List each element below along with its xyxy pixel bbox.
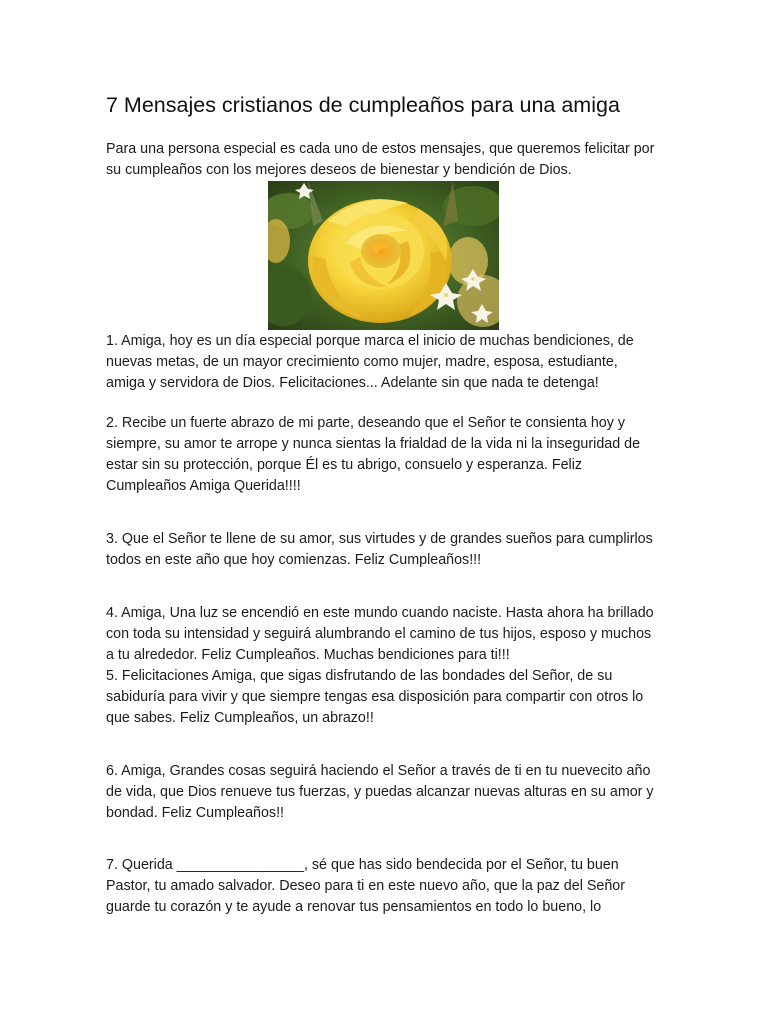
message-line: nuevas metas, de un mayor crecimiento como mujer, madre, esposa, estudiante, [106, 354, 618, 370]
message-line: 3. Que el Señor te llene de su amor, sus virtudes y de grandes sueños para cumplirlos [106, 531, 653, 547]
message-1 [106, 331, 666, 394]
message-line: que sabes. Feliz Cumpleaños, un abrazo!! [106, 710, 374, 726]
message-line: de vida, que Dios renueve tus fuerzas, y puedas alcanzar nuevas alturas en su amor y [106, 784, 654, 800]
message-line: bondad. Feliz Cumpleaños!! [106, 805, 285, 821]
message-line: con toda su intensidad y seguirá alumbrando el camino de tus hijos, esposo y muchos [106, 626, 652, 642]
message-line: a tu alrededor. Feliz Cumpleaños. Muchas bendiciones para ti!!! [106, 647, 510, 663]
message-line: Cumpleaños Amiga Querida!!!! [106, 478, 301, 494]
message-7 [106, 855, 666, 918]
message-line: 6. Amiga, Grandes cosas seguirá haciendo el Señor a través de ti en tu nuevecito año [106, 763, 651, 779]
intro-line: Para una persona especial es cada uno de estos mensajes, que queremos felicitar por [106, 141, 655, 157]
message-4-5 [106, 603, 666, 729]
message-line: estar sin su protección, porque Él es tu abrigo, consuelo y esperanza. Feliz [106, 457, 583, 473]
message-line: Pastor, tu amado salvador. Deseo para ti en este nuevo año, que la paz del Señor [106, 878, 626, 894]
message-line: amiga y servidora de Dios. Felicitaciones... Adelante sin que nada te detenga! [106, 375, 599, 391]
message-line: 7. Querida ________________, sé que has sido bendecida por el Señor, tu buen [106, 857, 619, 873]
yellow-rose-photo [268, 181, 499, 330]
message-line: todos en este año que hoy comienzas. Feliz Cumpleaños!!! [106, 552, 482, 568]
intro-line: su cumpleaños con los mejores deseos de bienestar y bendición de Dios. [106, 162, 572, 178]
message-line: siempre, su amor te arrope y nunca sientas la frialdad de la vida ni la inseguridad de [106, 436, 641, 452]
message-2 [106, 413, 666, 497]
message-line: sabiduría para vivir y que siempre tengas esa disposición para compartir con otros lo [106, 689, 644, 705]
message-3 [106, 529, 666, 571]
intro-paragraph [106, 139, 666, 181]
message-6 [106, 761, 666, 824]
message-line: 5. Felicitaciones Amiga, que sigas disfrutando de las bondades del Señor, de su [106, 668, 613, 684]
page-title: 7 Mensajes cristianos de cumpleaños para una amiga [106, 93, 620, 117]
message-line: 4. Amiga, Una luz se encendió en este mundo cuando naciste. Hasta ahora ha brillado [106, 605, 654, 621]
message-line: guarde tu corazón y te ayude a renovar tus pensamientos en todo lo bueno, lo [106, 899, 602, 915]
message-line: 2. Recibe un fuerte abrazo de mi parte, deseando que el Señor te consienta hoy y [106, 415, 625, 431]
message-line: 1. Amiga, hoy es un día especial porque marca el inicio de muchas bendiciones, de [106, 333, 634, 349]
